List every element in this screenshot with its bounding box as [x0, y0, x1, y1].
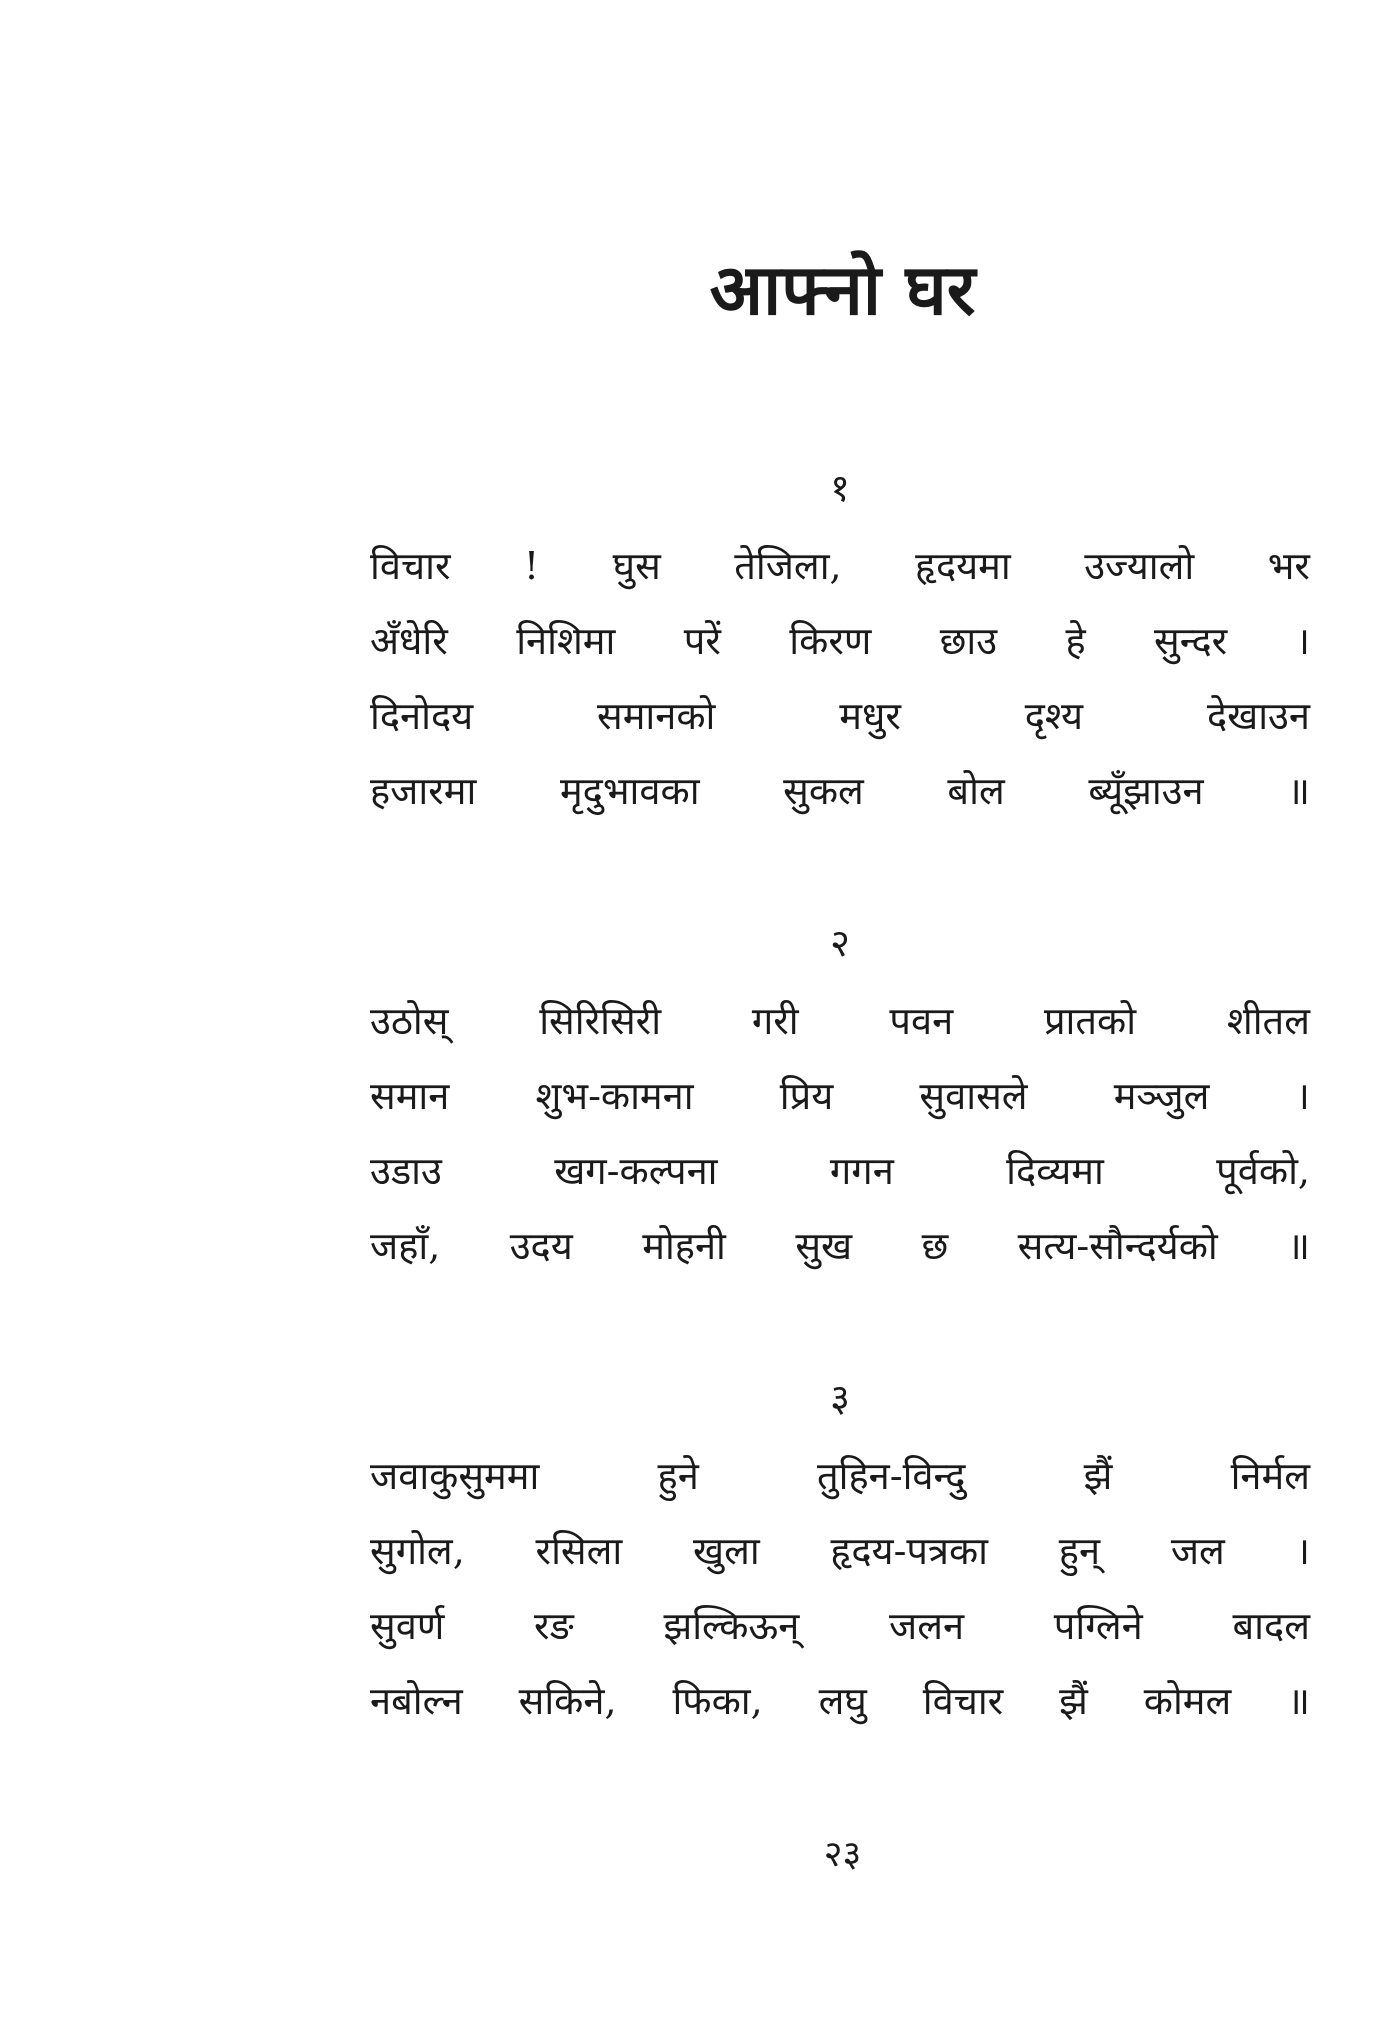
verse-word: गरी [751, 999, 799, 1043]
verse-word: अँधेरि [370, 619, 448, 663]
verse-line [370, 1589, 1310, 1664]
verse-word: हुने [657, 1454, 699, 1498]
verse-line [370, 529, 1310, 604]
verse-word: समान [370, 1074, 450, 1118]
poem-title: आफ्नो घर [709, 249, 976, 331]
verse-word: सुख [795, 1224, 853, 1268]
verse-word: झैं [1059, 1679, 1088, 1723]
verse-word: रसिला [535, 1529, 623, 1573]
verse-word: सत्य-सौन्दर्यको [1017, 1224, 1218, 1268]
verse-word: जहाँ, [370, 1224, 441, 1268]
verse-word: हजारमा [370, 769, 477, 813]
verse-word: समानको [597, 694, 716, 738]
verse-word: झल्किऊन् [663, 1604, 800, 1648]
verse-line [370, 984, 1310, 1059]
verse-word: लघु [818, 1679, 867, 1723]
verse-word: उडाउ [370, 1149, 442, 1193]
verse-word: बादल [1232, 1604, 1310, 1648]
verse-word: दृश्य [1024, 694, 1084, 738]
verse-line [370, 754, 1310, 829]
verse-word: जवाकुसुममा [370, 1454, 540, 1498]
verse-line [370, 679, 1310, 754]
verse-word: सुवर्ण [370, 1604, 445, 1648]
verse-word: पवन [889, 999, 954, 1043]
verse-word: प्रातको [1043, 999, 1137, 1043]
verse-word: सिरिसिरी [539, 999, 662, 1043]
verse-word: कोमल [1143, 1679, 1232, 1723]
verse-word: नबोल्न [370, 1679, 463, 1723]
verse-word: सुकल [783, 769, 864, 813]
verse-word: गगन [829, 1149, 894, 1193]
verse-word: ब्यूँझाउन [1088, 769, 1204, 813]
verse-word: निशिमा [516, 619, 616, 663]
verse-word: । [1295, 1529, 1310, 1573]
verse-word: ! [523, 544, 540, 588]
stanza-number: ३ [830, 1376, 850, 1420]
verse-word: ॥ [1287, 1224, 1310, 1268]
verse-line [370, 1059, 1310, 1134]
verse-word: पूर्वको, [1216, 1149, 1310, 1193]
verse-word: सुगोल, [370, 1529, 465, 1573]
verse-word: ॥ [1287, 1679, 1310, 1723]
stanza-3 [370, 1373, 1310, 1739]
page-number: २३ [823, 1834, 862, 1875]
verse-line [370, 1439, 1310, 1514]
stanza-2 [370, 918, 1310, 1284]
verse-word: प्रिय [779, 1074, 834, 1118]
verse-word: मोहनी [642, 1224, 726, 1268]
verse-word: हुन् [1058, 1529, 1101, 1573]
verse-line [370, 1514, 1310, 1589]
stanza-lines [370, 529, 1310, 829]
verse-word: शुभ-कामना [535, 1074, 694, 1118]
verse-word: उठोस् [370, 999, 449, 1043]
stanza-number: २ [830, 921, 850, 965]
stanza-1 [370, 463, 1310, 829]
stanza-lines [370, 984, 1310, 1284]
verse-word: किरण [789, 619, 872, 663]
verse-word: खुला [693, 1529, 760, 1573]
verse-word: उज्यालो [1084, 544, 1195, 588]
verse-word: सुवासले [919, 1074, 1028, 1118]
verse-word: तुहिन-विन्दु [816, 1454, 966, 1498]
verse-word: शीतल [1226, 999, 1310, 1043]
verse-word: मृदुभावका [559, 769, 700, 813]
verse-word: रङ [534, 1604, 574, 1648]
verse-word: निर्मल [1230, 1454, 1310, 1498]
verse-word: खग-कल्पना [554, 1149, 718, 1193]
verse-word: विचार [922, 1679, 1004, 1723]
verse-word: हृदय-पत्रका [830, 1529, 989, 1573]
verse-word: सुन्दर [1154, 619, 1228, 663]
verse-word: देखाउन [1206, 694, 1310, 738]
verse-line [370, 604, 1310, 679]
verse-word: फिका, [672, 1679, 763, 1723]
verse-word: तेजिला, [734, 544, 842, 588]
verse-word: भर [1267, 544, 1310, 588]
verse-word: परें [683, 619, 721, 663]
verse-word: मधुर [839, 694, 901, 738]
verse-word: हृदयमा [915, 544, 1011, 588]
verse-line [370, 1209, 1310, 1284]
verse-word: छाउ [939, 619, 998, 663]
verse-word: जलन [889, 1604, 965, 1648]
verse-line [370, 1664, 1310, 1739]
verse-word: घुस [612, 544, 661, 588]
verse-word: । [1295, 1074, 1310, 1118]
verse-word: पग्लिने [1053, 1604, 1143, 1648]
verse-word: हे [1065, 619, 1086, 663]
verse-word: ॥ [1287, 769, 1310, 813]
stanza-lines [370, 1439, 1310, 1739]
verse-word: सकिने, [518, 1679, 617, 1723]
verse-word: । [1295, 619, 1310, 663]
verse-word: उदय [509, 1224, 573, 1268]
stanza-number: १ [830, 466, 850, 510]
verse-word: झैं [1083, 1454, 1113, 1498]
verse-word: विचार [370, 544, 451, 588]
verse-word: दिनोदय [370, 694, 474, 738]
verse-word: मञ्जुल [1113, 1074, 1210, 1118]
verse-line [370, 1134, 1310, 1209]
verse-word: जल [1170, 1529, 1225, 1573]
verse-word: दिव्यमा [1006, 1149, 1104, 1193]
verse-word: छ [921, 1224, 949, 1268]
verse-word: बोल [947, 769, 1005, 813]
